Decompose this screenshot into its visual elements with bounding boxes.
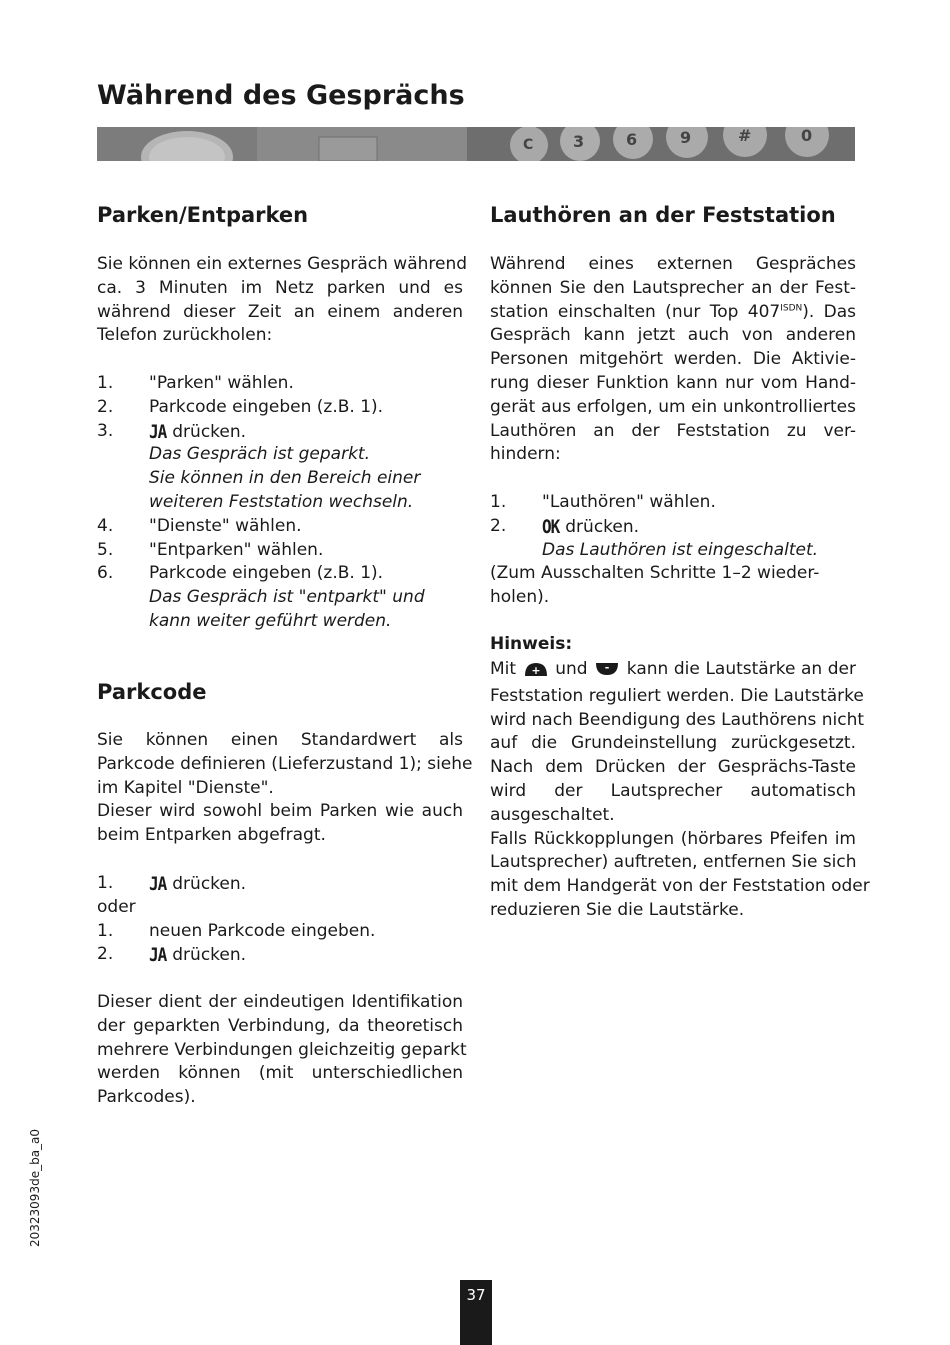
text-line: Dieser wird sowohl beim Parken wie auch xyxy=(97,801,463,822)
page-title: Während des Gesprächs xyxy=(97,80,465,111)
text-line: Sie können einen Standardwert als xyxy=(97,730,463,750)
step-text xyxy=(149,943,246,968)
step-number: 2. xyxy=(97,944,114,965)
text-part: ). Das xyxy=(802,301,856,322)
text-line: ca. 3 Minuten im Netz parken und es xyxy=(97,277,463,298)
step-row xyxy=(97,920,463,944)
heading-lauthoeren: Lauthören an der Feststation xyxy=(490,203,836,227)
step-number: 1. xyxy=(490,492,507,512)
step-text xyxy=(542,515,639,540)
svg-text:3: 3 xyxy=(573,132,585,151)
note-text: Das Gespräch ist geparkt. xyxy=(149,444,370,465)
text-line xyxy=(490,658,856,685)
text-line: hindern: xyxy=(490,444,561,465)
step-text: Parkcode eingeben (z.B. 1). xyxy=(149,563,384,584)
step-note xyxy=(97,586,463,610)
text-line: mehrere Verbindungen gleichzeitig geparkt xyxy=(97,1039,467,1060)
or-row xyxy=(97,896,463,920)
text-line: Sie können ein externes Gespräch während xyxy=(97,254,468,274)
text-line: Parkcode definieren (Lieferzustand 1); siehe xyxy=(97,753,473,774)
text-part: station einschalten (nur Top 407 xyxy=(490,301,781,322)
text-part: kann die Lautstärke an der xyxy=(626,659,857,679)
step-row xyxy=(490,515,856,539)
step-text-label: drücken. xyxy=(172,421,247,442)
step-row xyxy=(97,396,463,420)
text-line: Falls Rückkopplungen (hörbares Pfeifen im xyxy=(490,828,856,849)
step-row xyxy=(97,872,463,896)
step-note xyxy=(490,539,856,563)
parkcode-steps xyxy=(97,872,463,967)
step-row xyxy=(490,491,856,515)
step-text: "Lauthören" wählen. xyxy=(542,492,716,512)
svg-text:0: 0 xyxy=(801,127,813,145)
step-number: 6. xyxy=(97,563,114,584)
hinweis-text xyxy=(490,658,870,923)
step-number: 1. xyxy=(97,373,114,393)
text-line: im Kapitel "Dienste". xyxy=(97,777,274,798)
step-text-label: drücken. xyxy=(172,945,247,966)
step-number: 1. xyxy=(97,873,114,893)
hinweis-title: Hinweis: xyxy=(490,634,573,654)
heading-parkcode: Parkcode xyxy=(97,680,207,704)
text-line: Gespräch kann jetzt auch von anderen xyxy=(490,325,856,346)
step-text xyxy=(149,872,246,897)
note-text: Das Lauthören ist eingeschaltet. xyxy=(542,539,819,560)
step-row xyxy=(97,420,463,444)
text-line: Während eines externen Gespräches xyxy=(490,254,856,274)
svg-text:-: - xyxy=(604,661,610,674)
text-line: Nach dem Drücken der Gesprächs-Taste xyxy=(490,757,856,778)
parken-intro xyxy=(97,253,468,348)
step-note xyxy=(97,443,463,467)
lauthoeren-steps xyxy=(490,491,856,610)
or-text: oder xyxy=(97,896,136,917)
text-line: können Sie den Lautsprecher an der Fest- xyxy=(490,277,856,298)
step-text xyxy=(149,420,246,445)
ok-key-icon: OK xyxy=(542,515,560,538)
step-number: 2. xyxy=(490,515,507,536)
step-text-label: drücken. xyxy=(172,874,247,894)
step-number: 3. xyxy=(97,420,114,441)
text-line: reduzieren Sie die Lautstärke. xyxy=(490,899,745,920)
step-number: 1. xyxy=(97,920,114,941)
text-part: und xyxy=(555,659,588,679)
note-text: weiteren Feststation wechseln. xyxy=(149,491,414,512)
note-text: kann weiter geführt werden. xyxy=(149,610,392,631)
text-line xyxy=(490,301,856,325)
minus-button-icon xyxy=(595,661,619,685)
heading-parken-entparken: Parken/Entparken xyxy=(97,203,309,227)
page-number: 37 xyxy=(460,1280,492,1345)
step-note xyxy=(97,467,463,491)
text-line: werden können (mit unterschiedlichen xyxy=(97,1063,463,1084)
text-line: Telefon zurückholen: xyxy=(97,325,273,346)
text-line: der geparkten Verbindung, da theoretisch xyxy=(97,1015,463,1036)
step-number: 2. xyxy=(97,396,114,417)
parkcode-outro xyxy=(97,991,467,1110)
parken-steps xyxy=(97,372,463,634)
text-line: während dieser Zeit an einem anderen xyxy=(97,301,463,322)
step-text: neuen Parkcode eingeben. xyxy=(149,920,376,941)
step-row xyxy=(97,539,463,563)
svg-text:#: # xyxy=(738,127,752,145)
svg-text:+: + xyxy=(531,664,541,677)
text-line: gerät aus erfolgen, um ein unkontrolliertes xyxy=(490,396,856,417)
svg-text:C: C xyxy=(523,137,534,153)
text-line xyxy=(490,586,856,610)
text-line: beim Entparken abgefragt. xyxy=(97,825,326,846)
step-text: Parkcode eingeben (z.B. 1). xyxy=(149,396,384,417)
step-note xyxy=(97,491,463,515)
svg-text:6: 6 xyxy=(626,130,638,149)
step-row xyxy=(97,372,463,396)
text-line: Lautsprecher) auftreten, entfernen Sie sich xyxy=(490,852,857,873)
text-line-content: holen). xyxy=(490,587,550,608)
text-line: wird der Lautsprecher automatisch xyxy=(490,780,856,801)
keypad-photo-banner xyxy=(97,127,855,161)
parkcode-intro xyxy=(97,729,473,848)
text-line: rung dieser Funktion kann nur vom Hand- xyxy=(490,372,856,393)
step-row xyxy=(97,562,463,586)
step-row xyxy=(97,943,463,967)
text-line: Personen mitgehört werden. Die Aktivie- xyxy=(490,349,856,370)
step-text: "Dienste" wählen. xyxy=(149,515,302,536)
step-text: "Parken" wählen. xyxy=(149,373,294,393)
document-code: 20323093de_ba_a0 xyxy=(28,1128,42,1247)
ja-key-icon: JA xyxy=(149,420,167,442)
step-text: "Entparken" wählen. xyxy=(149,539,324,560)
step-number: 5. xyxy=(97,539,114,560)
note-text: Das Gespräch ist "entparkt" und xyxy=(149,587,425,608)
lauthoeren-intro xyxy=(490,253,856,467)
svg-text:9: 9 xyxy=(680,128,692,147)
ja-key-icon: JA xyxy=(149,943,167,966)
text-line: mit dem Handgerät von der Feststation oder xyxy=(490,876,870,897)
superscript-isdn: ISDN xyxy=(780,302,803,313)
plus-button-icon xyxy=(524,661,548,685)
text-line xyxy=(490,562,856,586)
step-number: 4. xyxy=(97,515,114,536)
text-line: auf die Grundeinstellung zurückgesetzt. xyxy=(490,733,856,754)
text-line: Feststation reguliert werden. Die Lautstärke xyxy=(490,685,864,706)
text-line: Dieser dient der eindeutigen Identifikation xyxy=(97,992,463,1012)
text-line: ausgeschaltet. xyxy=(490,804,615,825)
text-line: Parkcodes). xyxy=(97,1087,196,1108)
step-text-label: drücken. xyxy=(565,516,640,537)
text-part: Mit xyxy=(490,659,517,679)
text-line: Lauthören an der Feststation zu ver- xyxy=(490,420,856,441)
step-note xyxy=(97,610,463,634)
text-line-content: (Zum Ausschalten Schritte 1–2 wieder- xyxy=(490,563,820,584)
text-line: wird nach Beendigung des Lauthörens nicht xyxy=(490,709,865,730)
ja-key-icon: JA xyxy=(149,872,167,895)
step-row xyxy=(97,515,463,539)
note-text: Sie können in den Bereich einer xyxy=(149,468,421,489)
